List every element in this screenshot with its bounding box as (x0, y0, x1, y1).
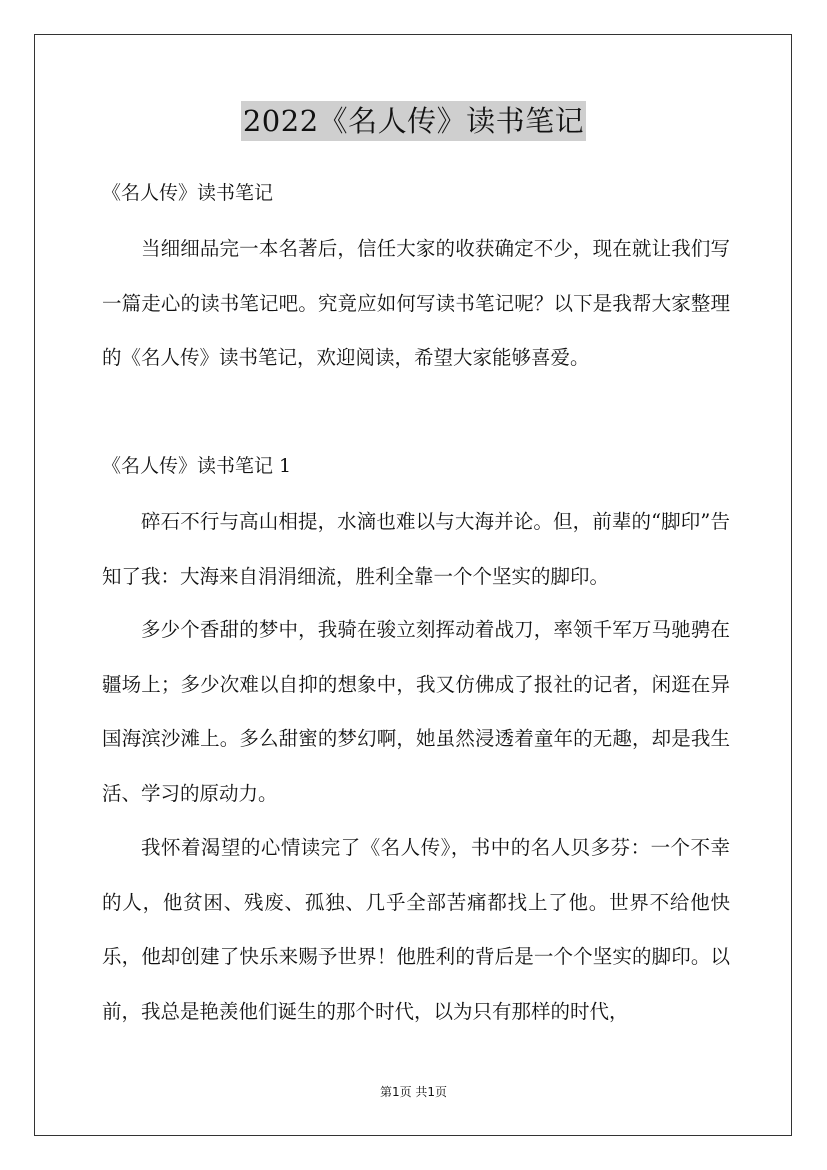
subtitle-heading: 《名人传》读书笔记 (102, 182, 274, 204)
body-paragraph-1: 碎石不行与高山相提，水滴也难以与大海并论。但，前辈的“脚印”告知了我：大海来自涓涓细流，胜利全靠一个个坚实的脚印。 (102, 510, 730, 588)
body-paragraph-2: 多少个香甜的梦中，我骑在骏立刻挥动着战刀，率领千军万马驰骋在疆场上；多少次难以自抑的想象中，我又仿佛成了报社的记者，闲逛在异国海滨沙滩上。多么甜蜜的梦幻啊，她虽然浸透着童年的无趣，却是我生活、学习的原动力。 (102, 618, 730, 805)
title-container (0, 101, 827, 141)
document-title: 2022《名人传》读书笔记 (241, 101, 586, 141)
section-heading: 《名人传》读书笔记 1 (102, 455, 292, 477)
page-footer: 第1页 共1页 (379, 1085, 448, 1099)
intro-paragraph: 当细细品完一本名著后，信任大家的收获确定不少，现在就让我们写一篇走心的读书笔记吧。究竟应如何写读书笔记呢？以下是我帮大家整理的《名人传》读书笔记，欢迎阅读，希望大家能够喜爱。 (102, 237, 730, 369)
body-paragraph-3: 我怀着渴望的心情读完了《名人传》，书中的名人贝多芬：一个不幸的人，他贫困、残废、孤独、几乎全部苦痛都找上了他。世界不给他快乐，他却创建了快乐来赐予世界！他胜利的背后是一个个坚实的脚印。以前，我总是艳羡他们诞生的那个时代，以为只有那样的时代， (102, 836, 730, 1023)
